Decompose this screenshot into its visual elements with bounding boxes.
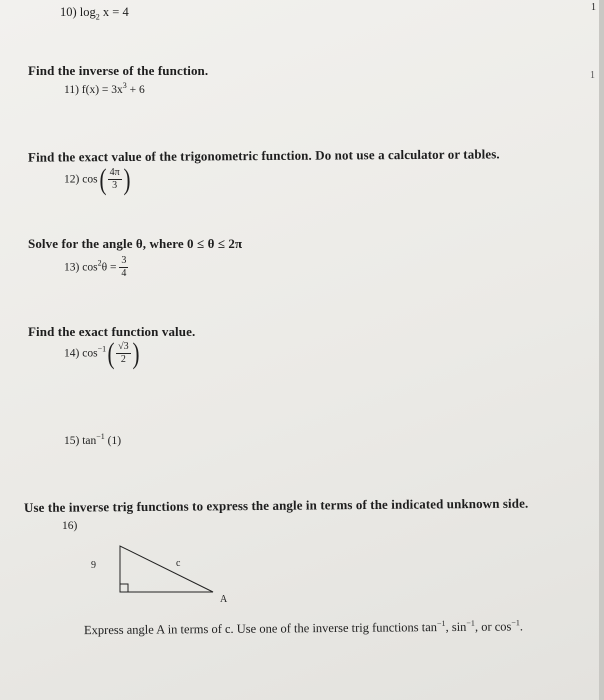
log-base: 2 bbox=[95, 12, 100, 22]
right-triangle-diagram bbox=[80, 538, 250, 608]
heading-trig: Find the exact value of the trigonometric function. Do not use a calculator or tables. bbox=[27, 146, 500, 165]
right-paren: ) bbox=[123, 163, 131, 196]
equation-rhs: x = 4 bbox=[102, 5, 129, 19]
tan-function: tan bbox=[82, 434, 97, 447]
numerator: 3 bbox=[121, 255, 127, 266]
tan-exponent: −1 bbox=[436, 618, 446, 628]
exponent: 2 bbox=[97, 258, 102, 268]
problem-16-number: 16) bbox=[62, 520, 78, 532]
problem-11 bbox=[64, 81, 145, 96]
cos-function: cos bbox=[82, 173, 98, 186]
heading-exact: Find the exact function value. bbox=[28, 324, 196, 339]
exponent: 3 bbox=[122, 81, 127, 90]
fraction bbox=[108, 168, 122, 191]
problem-15 bbox=[64, 432, 121, 447]
heading-triangle: Use the inverse trig functions to express the angle in terms of the indicated unknown side. bbox=[23, 495, 529, 515]
triangle-instruction bbox=[84, 618, 523, 638]
problem-12 bbox=[64, 163, 132, 196]
problem-13 bbox=[64, 256, 128, 279]
left-paren: ( bbox=[107, 337, 115, 370]
exponent: −1 bbox=[97, 344, 107, 354]
corner-number-side: 1 bbox=[590, 70, 595, 81]
angle-label: A bbox=[220, 594, 228, 605]
page-edge bbox=[599, 0, 604, 700]
heading-angle: Solve for the angle θ, where 0 ≤ θ ≤ 2π bbox=[28, 236, 243, 251]
cos-function: cos bbox=[82, 261, 98, 274]
function-rest: + 6 bbox=[129, 83, 145, 96]
numerator: 4π bbox=[109, 167, 120, 178]
right-angle-marker bbox=[120, 584, 128, 592]
denominator: 4 bbox=[121, 268, 127, 279]
denominator: 3 bbox=[112, 180, 118, 191]
hypotenuse-label: c bbox=[176, 558, 181, 569]
left-paren: ( bbox=[99, 163, 107, 196]
numerator: √3 bbox=[118, 341, 129, 352]
cos-function: cos bbox=[82, 347, 98, 360]
sin-function: sin bbox=[448, 619, 467, 634]
problem-10 bbox=[60, 5, 129, 22]
fraction bbox=[119, 256, 128, 279]
log-function: log bbox=[79, 5, 96, 19]
problem-number: 14) bbox=[64, 347, 80, 360]
problem-number: 13) bbox=[64, 261, 80, 274]
function-lhs: f(x) = 3x bbox=[81, 83, 123, 96]
argument: (1) bbox=[107, 434, 122, 447]
triangle-shape bbox=[120, 546, 213, 592]
exponent: −1 bbox=[96, 432, 105, 441]
problem-number: 15) bbox=[64, 434, 80, 447]
comma: , bbox=[445, 619, 449, 635]
or-cos: , or cos bbox=[474, 619, 512, 634]
problem-number: 12) bbox=[64, 173, 80, 186]
instruction-text: Express angle A in terms of c. Use one of the inverse trig functions tan bbox=[83, 620, 438, 638]
problem-14 bbox=[64, 337, 141, 370]
corner-number-top: 1 bbox=[591, 2, 596, 13]
right-paren: ) bbox=[132, 337, 140, 370]
side-label: 9 bbox=[91, 560, 96, 571]
period: . bbox=[519, 619, 524, 634]
fraction bbox=[116, 342, 131, 365]
problem-number: 10) bbox=[60, 5, 77, 19]
variable: θ = bbox=[101, 261, 117, 274]
denominator: 2 bbox=[120, 354, 126, 365]
problem-number: 11) bbox=[64, 83, 79, 96]
sin-exponent: −1 bbox=[466, 618, 475, 628]
cos-exponent: −1 bbox=[511, 618, 520, 628]
heading-inverse: Find the inverse of the function. bbox=[28, 63, 209, 78]
